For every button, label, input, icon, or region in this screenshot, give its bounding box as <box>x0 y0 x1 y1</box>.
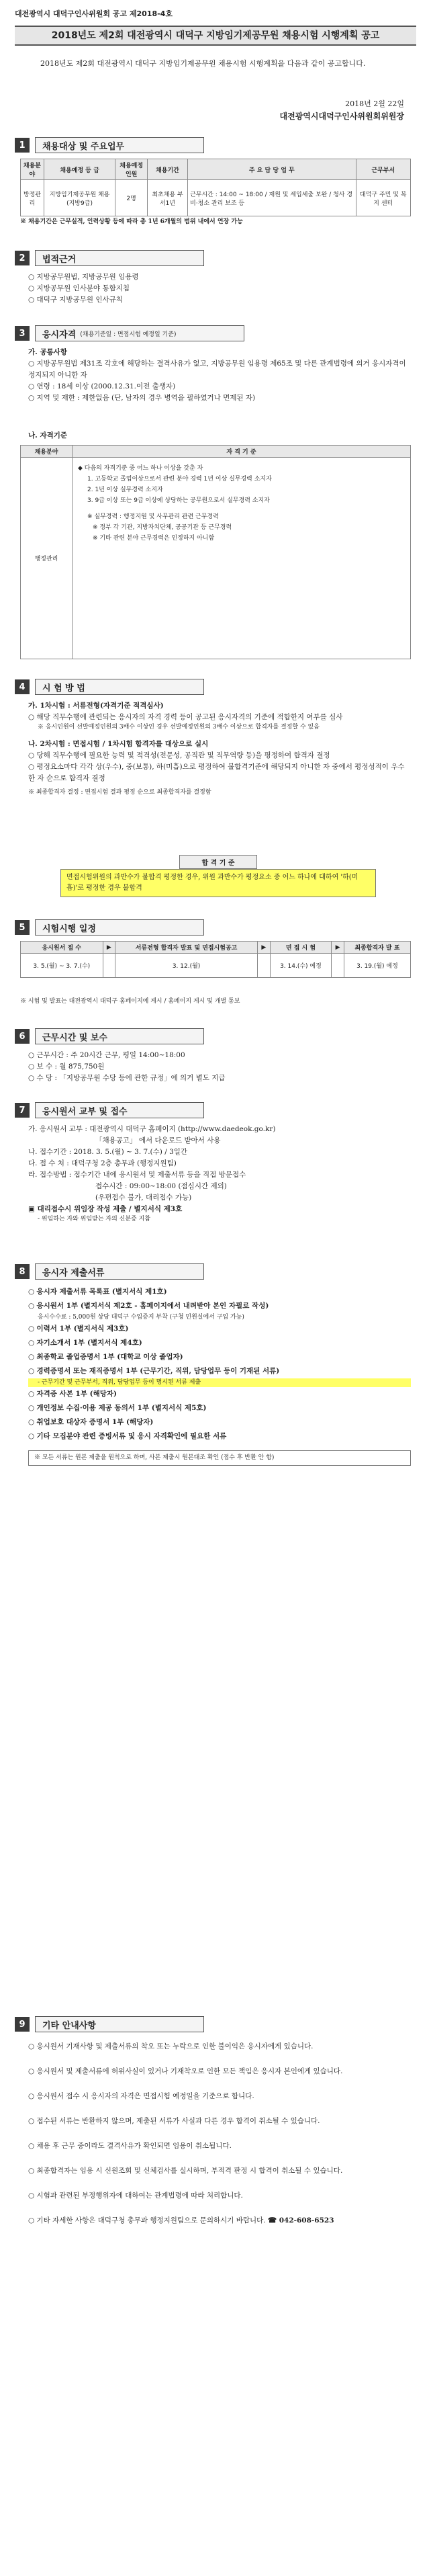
list-text: 기타 모집분야 관련 증빙서류 및 응시 자격확인에 필요한 서류 <box>36 1432 227 1440</box>
section-title-text: 응시원서 교부 및 접수 <box>42 1106 128 1117</box>
list-text: 접수된 서류는 반환하지 않으며, 제출된 서류가 사실과 다른 경우 합격이 취소될 수 있습니다. <box>36 2117 320 2125</box>
section-title <box>35 1263 204 1280</box>
section-number: 3 <box>15 326 30 341</box>
list-text: 근무시간 : 주 20시간 근무, 평일 14:00~18:00 <box>36 1051 185 1059</box>
list-text: 이력서 1부 (별지서식 제3호) <box>36 1325 129 1333</box>
list-item: ○ 접수된 서류는 반환하지 않으며, 제출된 서류가 사실과 다른 경우 합격이 취소될 수 있습니다. <box>28 2117 320 2125</box>
list-text: 수 당 : 「지방공무원 수당 등에 관한 규정」에 의거 별도 지급 <box>36 1074 226 1082</box>
list-text: 당해 직무수행에 필요한 능력 및 적격성(전문성, 공직관 및 직무역량 등)을 평정하여 합격자 결정 <box>36 751 330 759</box>
td: 지방임기제공무원 채용 (지방9급) <box>44 180 115 216</box>
th: 채용분야 <box>21 159 44 180</box>
subsection-title: 나. 2차시험 : 면접시험 / 1차시험 합격자를 대상으로 실시 <box>28 740 209 748</box>
list-text: 라. 접수방법 : 접수기간 내에 응시원서 및 제출서류 등을 직접 방문접수 <box>28 1171 246 1179</box>
issue-date: 2018년 2월 22일 <box>345 99 404 108</box>
list-text: 평정요소마다 각각 상(우수), 중(보통), 하(미흡)으로 평정하여 불합격기준에 해당되지 아니한 자 중에서 평정성적이 우수한 자 순으로 합격자 결정 <box>28 763 405 782</box>
section-3-header <box>15 325 244 341</box>
section-title <box>35 2016 204 2032</box>
section-title <box>35 325 244 341</box>
schedule-note: ※ 시험 및 발표는 대전광역시 대덕구 홈페이지에 게시 / 홈페이지 게시 및 개별 통보 <box>20 998 240 1005</box>
list-item: ○ 자격증 사본 1부 (해당자) <box>28 1390 117 1398</box>
td: 최초채용 부서1년 <box>147 180 187 216</box>
list-item: ○ 대덕구 지방공무원 인사규칙 <box>28 296 123 304</box>
section-number: 6 <box>15 1029 30 1044</box>
list-item: ○ 근무시간 : 주 20시간 근무, 평일 14:00~18:00 <box>28 1051 185 1059</box>
list-text: 「채용공고」 에서 다운로드 받아서 사용 <box>95 1136 221 1145</box>
th: ▶ <box>257 942 270 954</box>
subsection-title: 나. 자격기준 <box>28 431 68 440</box>
qual-line: ※ 기타 관련 분야 근무경력은 인정하지 아니함 <box>93 535 215 542</box>
list-item: ○ 최종학교 졸업증명서 1부 (대학교 이상 졸업자) <box>28 1353 183 1361</box>
list-item: ○ 보 수 : 월 875,750원 <box>28 1063 105 1071</box>
box-title: 합 격 기 준 <box>179 855 257 869</box>
list-text: 자격증 사본 1부 (해당자) <box>36 1390 117 1398</box>
list-text: (우편접수 불가, 대리접수 가능) <box>95 1194 192 1202</box>
section-title-text: 기타 안내사항 <box>42 2020 96 2031</box>
th: 응시원서 접 수 <box>21 942 103 954</box>
list-text: 경력증명서 또는 재직증명서 1부 (근무기간, 직위, 담당업무 등이 기재된 서류) <box>36 1367 280 1375</box>
th: 최종합격자 발 표 <box>344 942 410 954</box>
list-item: ○ 지방공무원 인사분야 통합지침 <box>28 284 130 292</box>
th: 서류전형 합격자 발표 및 면접시험공고 <box>115 942 258 954</box>
list-item: ○ 개인정보 수집·이용 제공 동의서 1부 (별지서식 제5호) <box>28 1404 207 1412</box>
th: 채용분야 <box>21 446 73 458</box>
list-item: ○ 응시원서 1부 (별지서식 제2호 - 홈페이지에서 내려받아 본인 자필로 작성) <box>28 1302 269 1310</box>
th: 채용예정 등 급 <box>44 159 115 180</box>
qualification-table <box>20 445 411 659</box>
notice-number: 대전광역시 대덕구인사위원회 공고 제2018-4호 <box>15 9 173 18</box>
list-text: 개인정보 수집·이용 제공 동의서 1부 (별지서식 제5호) <box>36 1404 207 1412</box>
list-item: ○ 기타 자세한 사항은 대덕구청 총무과 행정지원팀으로 문의하시기 바랍니다. ☎ 042-608-6523 <box>28 2216 334 2225</box>
section-subtitle: (채용기준일 : 면접시험 예정일 기준) <box>80 331 177 338</box>
th: 채용예정인원 <box>115 159 148 180</box>
list-text: 응시원서 및 제출서류에 허위사실이 있거나 기재착오로 인한 모든 책임은 응시자 본인에게 있습니다. <box>36 2067 343 2075</box>
note-text: - 위임하는 자와 위임받는 자의 신분증 지참 <box>38 1216 151 1222</box>
list-text: 채용 후 근무 중이라도 결격사유가 확인되면 임용이 취소됩니다. <box>36 2142 232 2150</box>
list-item: ○ 지방공무원법 제31조 각호에 해당하는 결격사유가 없고, 지방공무원 임용령 제65조 및 다른 관계법령에 의거 응시자격이 정지되지 아니한 자 <box>28 360 406 379</box>
issue-block <box>280 98 404 122</box>
list-item: ○ 응시원서 및 제출서류에 허위사실이 있거나 기재착오로 인한 모든 책임은 응시자 본인에게 있습니다. <box>28 2067 343 2075</box>
list-item: ○ 해당 직무수행에 관련되는 응시자의 자격 경력 등이 공고된 응시자격의 기준에 적합한지 여부를 심사 <box>28 713 343 721</box>
issuer: 대전광역시대덕구인사위원회위원장 <box>279 112 404 121</box>
qual-line: 3. 9급 이상 또는 9급 이상에 상당하는 공무원으로서 실무경력 소지자 <box>87 497 270 504</box>
list-text: 응시자 제출서류 목록표 (별지서식 제1호) <box>36 1288 167 1296</box>
exam-method <box>28 700 411 797</box>
section-number: 7 <box>15 1103 30 1118</box>
list-item: ○ 응시원서 기재사항 및 제출서류의 착오 또는 누락으로 인한 불이익은 응시자에게 있습니다. <box>28 2042 314 2050</box>
list-item: ○ 응시자 제출서류 목록표 (별지서식 제1호) <box>28 1288 167 1296</box>
section-number: 9 <box>15 2017 30 2032</box>
section-1-header <box>15 137 204 153</box>
list-item: ○ 당해 직무수행에 필요한 능력 및 적격성(전문성, 공직관 및 직무역량 등)을 평정하여 합격자 결정 <box>28 751 330 759</box>
td: 근무시간 : 14:00 ~ 18:00 / 재원 및 세입세출 보완 / 청사 경비·청소 관리 보조 등 <box>188 180 356 216</box>
th: 면 접 시 험 <box>270 942 332 954</box>
subsection-title: 가. 공통사항 <box>28 348 68 356</box>
list-text: 가. 응시원서 교부 : 대전광역시 대덕구 홈페이지 (http://www.daedeok.go.kr) <box>28 1125 276 1133</box>
section-title <box>35 250 204 266</box>
td <box>257 954 270 978</box>
note-text: ※ 응시인원이 선발예정인원의 3배수 이상인 경우 선발예정인원의 3배수 이상으로 합격자를 결정할 수 있음 <box>38 724 320 731</box>
list-item: ○ 응시원서 접수 시 응시자의 자격은 면접시험 예정일을 기준으로 합니다. <box>28 2092 254 2100</box>
list-text: 나. 접수기간 : 2018. 3. 5.(월) ~ 3. 7.(수) / 3일간 <box>28 1148 188 1156</box>
contact-phone: ☎ 042-608-6523 <box>267 2216 334 2225</box>
td: 2명 <box>115 180 148 216</box>
work-conditions <box>28 1050 411 1084</box>
s1-note: ※ 채용기간은 근무실적, 인력상황 등에 따라 총 1년 6개월의 범위 내에서 연장 가능 <box>20 218 243 225</box>
page-title: 2018년도 제2회 대전광역시 대덕구 지방임기제공무원 채용시험 시행계획 공고 <box>15 26 416 46</box>
section-title <box>35 1102 204 1118</box>
note-text: ※ 최종합격자 결정 : 면접시험 결과 평정 순으로 최종합격자를 결정함 <box>28 789 211 796</box>
section-5-header <box>15 919 204 936</box>
section-7-header <box>15 1102 204 1118</box>
list-item: ○ 취업보호 대상자 증명서 1부 (해당자) <box>28 1418 154 1426</box>
list-text: 최종학교 졸업증명서 1부 (대학교 이상 졸업자) <box>36 1353 183 1361</box>
td: 대덕구 주민 및 복지 센터 <box>356 180 410 216</box>
td: 3. 12.(월) <box>115 954 258 978</box>
list-text: 기타 자세한 사항은 대덕구청 총무과 행정지원팀으로 문의하시기 바랍니다. <box>36 2216 266 2225</box>
list-item: ○ 최종합격자는 임용 시 신원조회 및 신체검사를 실시하며, 부적격 판정 시 합격이 취소될 수 있습니다. <box>28 2167 343 2175</box>
section-9-header <box>15 2016 204 2032</box>
list-item: ○ 지방공무원법, 지방공무원 임용령 <box>28 273 139 281</box>
list-item: ○ 평정요소마다 각각 상(우수), 중(보통), 하(미흡)으로 평정하여 불합격기준에 해당되지 아니한 자 중에서 평정성적이 우수한 자 순으로 합격자 결정 <box>28 763 405 782</box>
application-info <box>28 1124 411 1224</box>
qualification-cell <box>73 458 411 659</box>
note-text: 응시수수료 : 5,000원 상당 대덕구 수입증지 부착 (구청 민원실에서 구입 가능) <box>38 1314 244 1321</box>
schedule-table <box>20 941 411 978</box>
th: ▶ <box>332 942 344 954</box>
list-text: 접수시간 : 09:00~18:00 (점심시간 제외) <box>95 1182 227 1190</box>
section-title-text: 법적근거 <box>42 254 77 265</box>
list-text: 응시원서 기재사항 및 제출서류의 착오 또는 누락으로 인한 불이익은 응시자에게 있습니다. <box>36 2042 314 2050</box>
td: 3. 19.(월) 예정 <box>344 954 410 978</box>
section-title-text: 근무시간 및 보수 <box>42 1032 107 1043</box>
section-number: 4 <box>15 679 30 694</box>
list-text: 지역 및 재한 : 제한없음 (단, 남자의 경우 병역을 필하였거나 면제된 자) <box>36 394 256 402</box>
section-title-text: 응시자격 <box>42 329 77 340</box>
section-number: 8 <box>15 1264 30 1279</box>
list-item: ○ 시험과 관련된 부정행위자에 대하여는 관계법령에 따라 처리합니다. <box>28 2192 243 2200</box>
td <box>103 954 115 978</box>
section-title-text: 응시자 제출서류 <box>42 1268 105 1278</box>
section-4-header <box>15 679 204 695</box>
list-item: ○ 지역 및 재한 : 제한없음 (단, 남자의 경우 병역을 필하였거나 면제된 자) <box>28 394 256 402</box>
list-item: ○ 경력증명서 또는 재직증명서 1부 (근무기간, 직위, 담당업무 등이 기재된 서류) <box>28 1367 280 1375</box>
recruit-table <box>20 159 411 216</box>
list-text: 자기소개서 1부 (별지서식 제4호) <box>36 1339 142 1347</box>
td: 행정관리 <box>21 458 73 659</box>
list-text: 지방공무원법, 지방공무원 임용령 <box>36 273 139 281</box>
common-requirements <box>28 347 411 404</box>
document-list <box>28 1285 411 1466</box>
list-text: 시험과 관련된 부정행위자에 대하여는 관계법령에 따라 처리합니다. <box>36 2192 243 2200</box>
th: 근무부서 <box>356 159 410 180</box>
list-text: ▣ 대리접수시 위임장 작성 제출 / 별지서식 제3호 <box>28 1205 183 1213</box>
section-title <box>35 919 204 936</box>
qual-line: 1. 고등학교 졸업이상으로서 관련 분야 경력 1년 이상 실무경력 소지자 <box>87 476 272 483</box>
list-text: 해당 직무수행에 관련되는 응시자의 자격 경력 등이 공고된 응시자격의 기준에 적합한지 여부를 심사 <box>36 713 343 721</box>
section-number: 5 <box>15 920 30 935</box>
box-text: 면접시험위원의 과반수가 불합격 평정한 경우, 위원 과반수가 평정요소 중 어느 하나에 대하여 '하(미흡)'로 평정한 경우 불합격 <box>60 869 376 897</box>
list-text: 취업보호 대상자 증명서 1부 (해당자) <box>36 1418 154 1426</box>
list-text: 보 수 : 월 875,750원 <box>36 1063 105 1071</box>
list-item: ○ 자기소개서 1부 (별지서식 제4호) <box>28 1339 142 1347</box>
section-title-text: 시 험 방 법 <box>42 683 85 694</box>
td: 3. 14.(수) 예정 <box>270 954 332 978</box>
qual-line: ◆ 다음의 자격기준 중 어느 하나 이상을 갖춘 자 <box>78 465 203 472</box>
list-text: 응시원서 1부 (별지서식 제2호 - 홈페이지에서 내려받아 본인 자필로 작성) <box>36 1302 269 1310</box>
list-item: ○ 기타 모집분야 관련 증빙서류 및 응시 자격확인에 필요한 서류 <box>28 1432 227 1440</box>
list-text: 다. 접 수 처 : 대덕구청 2층 총무과 (행정지원팀) <box>28 1159 177 1167</box>
section-title-text: 시험시행 일정 <box>42 923 96 934</box>
section-title-text: 채용대상 및 주요업무 <box>42 141 125 152</box>
list-text: 지방공무원법 제31조 각호에 해당하는 결격사유가 없고, 지방공무원 임용령 제65조 및 다른 관계법령에 의거 응시자격이 정지되지 아니한 자 <box>28 360 406 379</box>
list-text: 대덕구 지방공무원 인사규칙 <box>36 296 123 304</box>
th: 채용기간 <box>147 159 187 180</box>
list-text: 연령 : 18세 이상 (2000.12.31.이전 출생자) <box>36 382 176 390</box>
section-title <box>35 1028 204 1044</box>
td: 3. 5.(월) ~ 3. 7.(수) <box>21 954 103 978</box>
th: 주 요 담 당 업 무 <box>188 159 356 180</box>
notes-list <box>28 2040 411 2227</box>
list-item: ○ 채용 후 근무 중이라도 결격사유가 확인되면 임용이 취소됩니다. <box>28 2142 232 2150</box>
legal-basis-list <box>28 272 411 306</box>
qual-line: ※ 실무경력 : 행정지원 및 사무관리 관련 근무경력 <box>87 513 219 520</box>
list-text: 지방공무원 인사분야 통합지침 <box>36 284 130 292</box>
section-8-header <box>15 1263 204 1280</box>
th: ▶ <box>103 942 115 954</box>
subsection-title: 가. 1차시험 : 서류전형(자격기준 적격심사) <box>28 702 164 710</box>
note-text: ※ 모든 서류는 원본 제출을 원칙으로 하며, 사본 제출시 원본대조 확인 (접수 후 반환 안 함) <box>28 1450 411 1466</box>
pass-criteria-box <box>60 855 376 897</box>
list-text: 최종합격자는 임용 시 신원조회 및 신체검사를 실시하며, 부적격 판정 시 합격이 취소될 수 있습니다. <box>36 2167 343 2175</box>
list-item: ○ 연령 : 18세 이상 (2000.12.31.이전 출생자) <box>28 382 176 390</box>
section-number: 2 <box>15 251 30 265</box>
note-text: - 근무기간 및 근무부서, 직위, 담당업무 등이 명시된 서류 제출 <box>28 1378 411 1387</box>
td <box>332 954 344 978</box>
section-title <box>35 679 204 695</box>
qual-line: ※ 정부 각 기관, 지방자치단체, 공공기관 등 근무경력 <box>93 524 232 531</box>
list-item: ○ 이력서 1부 (별지서식 제3호) <box>28 1325 129 1333</box>
section-title <box>35 137 204 153</box>
list-text: 응시원서 접수 시 응시자의 자격은 면접시험 예정일을 기준으로 합니다. <box>36 2092 254 2100</box>
list-item: ○ 수 당 : 「지방공무원 수당 등에 관한 규정」에 의거 별도 지급 <box>28 1074 226 1082</box>
td: 방정관리 <box>21 180 44 216</box>
section-6-header <box>15 1028 204 1044</box>
section-number: 1 <box>15 138 30 153</box>
intro-text: 2018년도 제2회 대전광역시 대덕구 지방임기제공무원 채용시험 시행계획을 다음과 같이 공고합니다. <box>40 59 366 68</box>
qual-line: 2. 1년 이상 실무경력 소지자 <box>87 487 163 493</box>
th: 자 격 기 준 <box>73 446 411 458</box>
section-2-header <box>15 250 204 266</box>
